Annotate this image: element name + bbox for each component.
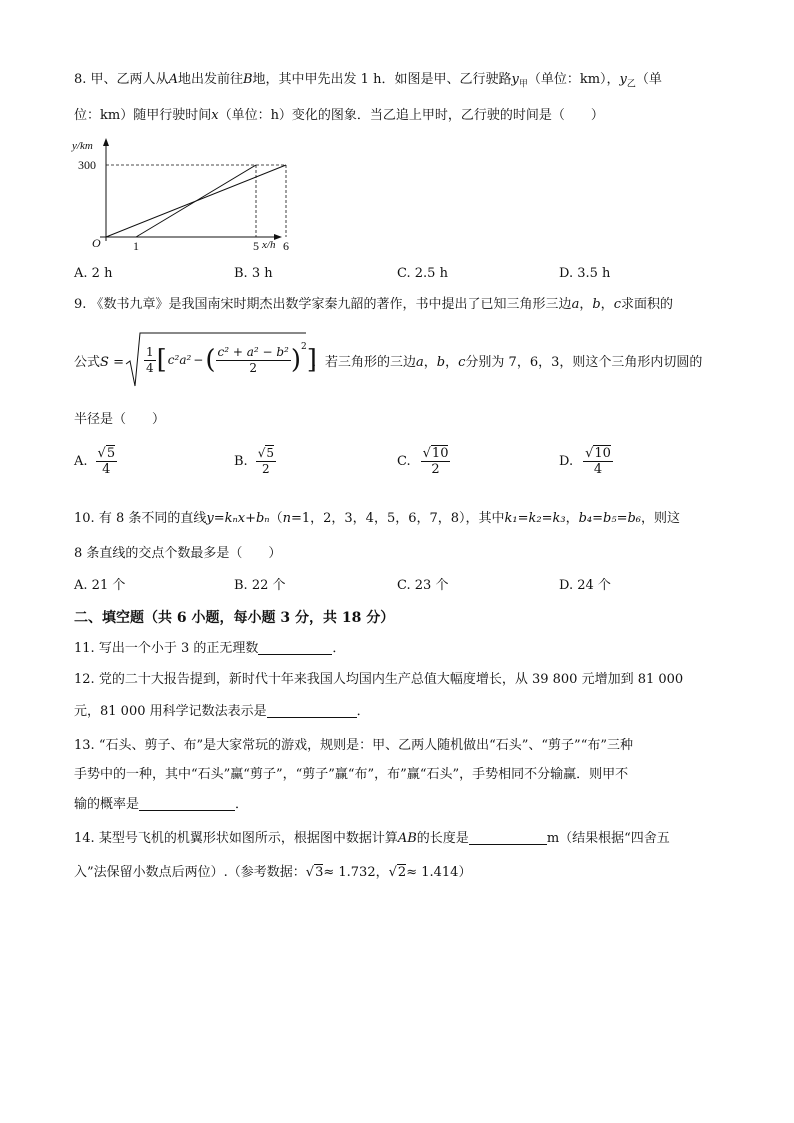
- q11-number: 11.: [74, 641, 95, 656]
- q8-option-b[interactable]: B. 3 h: [234, 266, 273, 281]
- q10-number: 10.: [74, 511, 95, 526]
- q10-option-d[interactable]: D. 24 个: [559, 578, 611, 593]
- q13-answer-blank[interactable]: [139, 796, 235, 811]
- q9-option-d[interactable]: D. √10 4: [559, 446, 611, 477]
- q9-option-a[interactable]: A. √5 4: [74, 446, 116, 477]
- q8-graph: [70, 136, 290, 254]
- q13-line3: 输的概率是 ．: [74, 797, 249, 812]
- sqrt-3: √3: [305, 865, 324, 880]
- q14-line2: 入”法保留小数点后两位）.（参考数据：√3≈ 1.732，√2≈ 1.414）: [74, 865, 472, 880]
- q9-line2: ．若三角形的三边a，b，c分别为 7，6，3，则这个三角形内切圆的: [312, 355, 703, 370]
- q8-line1: 8. 甲、乙两人从A地出发前往B地，其中甲先出发 1 h．如图是甲、乙行驶路$y_甲$（单位：km），$y_乙$（单: [74, 72, 662, 90]
- q9-line3: 半径是（ ）: [74, 412, 166, 427]
- q9-option-c[interactable]: C. √10 2: [397, 446, 449, 477]
- q10-option-a[interactable]: A. 21 个: [74, 578, 126, 593]
- q9-line1: 9. 《数书九章》是我国南宋时期杰出数学家秦九韶的著作，书中提出了已知三角形三边a，b，c求面积的: [74, 297, 673, 312]
- q14-answer-blank[interactable]: [469, 830, 547, 845]
- q13-line2: 手势中的一种，其中“石头”赢“剪子”，“剪子”赢“布”，布”赢“石头”，手势相同不分输赢．则甲不: [74, 767, 629, 782]
- q8-option-c[interactable]: C. 2.5 h: [397, 266, 448, 281]
- sqrt-2: √2: [388, 865, 407, 880]
- q8-number: 8.: [74, 72, 87, 87]
- q10-line2: 8 条直线的交点个数最多是（ ）: [74, 546, 282, 561]
- x-tick-5: 5: [253, 239, 259, 253]
- q8-option-d[interactable]: D. 3.5 h: [559, 266, 611, 281]
- y-axis-label: y/km: [72, 140, 93, 152]
- q12-line2: 元，81 000 用科学记数法表示是 ．: [74, 704, 370, 719]
- x-tick-6: 6: [283, 239, 289, 253]
- x-axis-label: x/h: [262, 239, 276, 251]
- q11-line: 11. 写出一个小于 3 的正无理数 ．: [74, 641, 346, 656]
- q9-number: 9.: [74, 297, 87, 312]
- y-tick-300: 300: [78, 158, 96, 172]
- q9-formula-prefix: 公式S =: [74, 355, 124, 370]
- q11-answer-blank[interactable]: [258, 640, 332, 655]
- q14-line1: 14. 某型号飞机的机翼形状如图所示，根据图中数据计算AB的长度是 m（结果根据“四舍五: [74, 831, 670, 846]
- q10-option-b[interactable]: B. 22 个: [234, 578, 286, 593]
- q12-number: 12.: [74, 672, 95, 687]
- q13-number: 13.: [74, 738, 95, 753]
- q9-option-b[interactable]: B. √5 2: [234, 446, 274, 476]
- heron-formula-body: 1 4 [ c²a² − ( c² + a² − b² 2 ) $^2$ ]: [146, 342, 317, 375]
- q12-answer-blank[interactable]: [267, 703, 357, 718]
- y-axis-arrow: [103, 138, 109, 146]
- origin-label: O: [92, 236, 101, 250]
- x-tick-1: 1: [133, 239, 139, 253]
- q13-line1: 13. “石头、剪子、布”是大家常玩的游戏，规则是：甲、乙两人随机做出“石头”、“剪子”“布”三种: [74, 738, 633, 753]
- q12-line1: 12. 党的二十大报告提到，新时代十年来我国人均国内生产总值大幅度增长，从 39 800 元增加到 81 000: [74, 672, 684, 687]
- q14-number: 14.: [74, 831, 95, 846]
- q8-option-a[interactable]: A. 2 h: [74, 266, 113, 281]
- section-heading-fill-in: 二、填空题（共 6 小题，每小题 3 分，共 18 分）: [74, 610, 395, 626]
- q10-option-c[interactable]: C. 23 个: [397, 578, 449, 593]
- q10-line1: 10. 有 8 条不同的直线y=kₙx+bₙ（n=1，2，3，4，5，6，7，8），其中k₁=k₂=k₃，b₄=b₅=b₆，则这: [74, 511, 681, 526]
- q8-line2: 位：km）随甲行驶时间x（单位：h）变化的图象．当乙追上甲时，乙行驶的时间是（ ）: [74, 108, 604, 123]
- series-line-1: [136, 165, 256, 237]
